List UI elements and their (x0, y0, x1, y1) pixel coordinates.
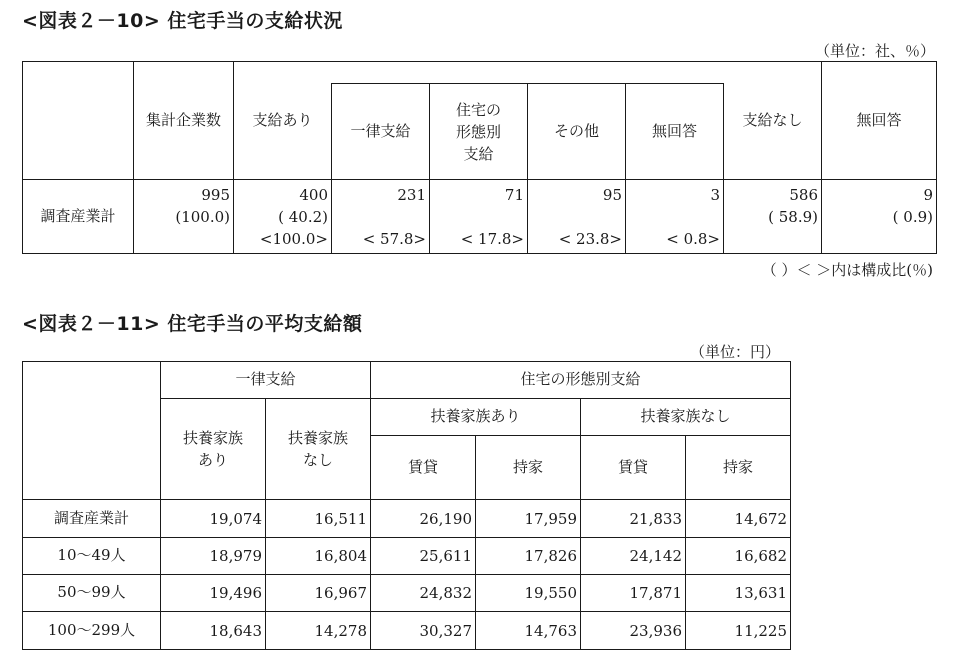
fig10-cell-line: 9 (923, 185, 933, 204)
fig10-cell-other (528, 180, 626, 254)
fig11-header-dep-without-full: 扶養家族なし (581, 399, 791, 436)
table-row (23, 612, 791, 650)
fig10-cell-line: ( 0.9) (892, 207, 933, 226)
fig10-header-paid: 支給あり (234, 62, 332, 180)
fig10-cell-no-answer-sub (626, 180, 724, 254)
fig11-header-housing-type: 住宅の形態別支給 (371, 362, 791, 399)
fig11-cell: 16,511 (266, 500, 371, 538)
fig11-header-dep-with-full: 扶養家族あり (371, 399, 581, 436)
fig11-cell: 13,631 (686, 575, 791, 612)
fig11-cell: 30,327 (371, 612, 476, 650)
fig10-header-housing-type-line: 形態別 (455, 122, 501, 141)
fig11-header-uniform: 一律支給 (161, 362, 371, 399)
fig11-row-label: 10～49人 (23, 538, 161, 575)
fig10-header-housing-type-line: 住宅の (455, 100, 501, 119)
fig10-header-housing-type-line: 支給 (463, 144, 494, 163)
fig11-unit: （単位：円） (690, 343, 781, 361)
fig10-cell-line: < 17.8> (460, 229, 524, 248)
fig11-cell: 19,074 (161, 500, 266, 538)
fig11-header-line: 扶養家族 (288, 429, 349, 447)
fig10-cell-no-answer (822, 180, 937, 254)
fig10-table (22, 61, 937, 254)
fig11-cell: 26,190 (371, 500, 476, 538)
fig10-note: （ ）＜ ＞内は構成比(％) (761, 261, 933, 279)
fig11-cell: 14,278 (266, 612, 371, 650)
fig10-row-label: 調査産業計 (23, 180, 134, 254)
fig11-cell: 17,871 (581, 575, 686, 612)
fig11-cell: 16,967 (266, 575, 371, 612)
fig10-cell-line: 586 (789, 185, 818, 204)
fig10-header-housing-type (430, 84, 528, 180)
fig10-cell-line: <100.0> (259, 229, 328, 248)
fig10-header-uniform: 一律支給 (332, 84, 430, 180)
fig10-cell-line: 3 (710, 185, 720, 204)
fig10-corner (23, 62, 134, 180)
fig10-header-other: その他 (528, 84, 626, 180)
fig11-header-rent: 賃貸 (371, 436, 476, 500)
fig10-cell-line: < 0.8> (666, 229, 720, 248)
fig11-header-own: 持家 (476, 436, 581, 500)
fig11-cell: 18,979 (161, 538, 266, 575)
fig10-cell-paid (234, 180, 332, 254)
fig11-header-line: なし (303, 451, 334, 469)
fig10-cell-line: < 23.8> (558, 229, 622, 248)
fig11-cell: 14,672 (686, 500, 791, 538)
table-row (23, 575, 791, 612)
fig11-cell: 16,804 (266, 538, 371, 575)
fig11-row-label: 100～299人 (23, 612, 161, 650)
fig10-cell-uniform (332, 180, 430, 254)
fig11-cell: 17,826 (476, 538, 581, 575)
fig11-cell: 24,142 (581, 538, 686, 575)
fig11-cell: 16,682 (686, 538, 791, 575)
fig10-header-no-answer-sub: 無回答 (626, 84, 724, 180)
fig10-cell-line: 95 (602, 185, 622, 204)
fig11-header-rent: 賃貸 (581, 436, 686, 500)
fig11-corner (23, 362, 161, 500)
fig10-unit: （単位：社、％） (814, 42, 935, 60)
fig10-header-count: 集計企業数 (134, 62, 234, 180)
fig10-cell-not-paid (724, 180, 822, 254)
fig10-cell-line: ( 58.9) (768, 207, 818, 226)
fig10-cell-line: 71 (504, 185, 524, 204)
fig10-header-not-paid: 支給なし (724, 62, 822, 180)
fig11-row-label: 50～99人 (23, 575, 161, 612)
fig10-header-no-answer: 無回答 (822, 62, 937, 180)
fig11-header-line: あり (197, 451, 228, 469)
fig11-row-label: 調査産業計 (23, 500, 161, 538)
fig10-cell-housing-type (430, 180, 528, 254)
fig11-cell: 19,550 (476, 575, 581, 612)
fig10-header-spacer (332, 62, 724, 84)
fig11-header-dep-with (161, 399, 266, 500)
fig11-header-line: 扶養家族 (182, 429, 243, 447)
fig10-cell-line: ( 40.2) (278, 207, 328, 226)
fig11-cell: 17,959 (476, 500, 581, 538)
table-row (23, 538, 791, 575)
fig11-cell: 11,225 (686, 612, 791, 650)
table-row (23, 500, 791, 538)
fig10-cell-line: 995 (201, 185, 230, 204)
fig11-cell: 19,496 (161, 575, 266, 612)
fig10-cell-line: 400 (299, 185, 328, 204)
fig10-title: <図表２－10> 住宅手当の支給状況 (22, 10, 343, 32)
fig11-header-own: 持家 (686, 436, 791, 500)
fig11-header-dep-without (266, 399, 371, 500)
fig11-cell: 23,936 (581, 612, 686, 650)
fig10-cell-line: (100.0) (175, 207, 230, 226)
fig10-cell-line: 231 (397, 185, 426, 204)
fig11-cell: 18,643 (161, 612, 266, 650)
fig11-table (22, 361, 791, 650)
fig11-cell: 21,833 (581, 500, 686, 538)
fig11-cell: 14,763 (476, 612, 581, 650)
fig10-cell-count (134, 180, 234, 254)
fig11-title: <図表２－11> 住宅手当の平均支給額 (22, 313, 363, 335)
fig11-cell: 25,611 (371, 538, 476, 575)
fig10-cell-line: < 57.8> (362, 229, 426, 248)
fig11-cell: 24,832 (371, 575, 476, 612)
